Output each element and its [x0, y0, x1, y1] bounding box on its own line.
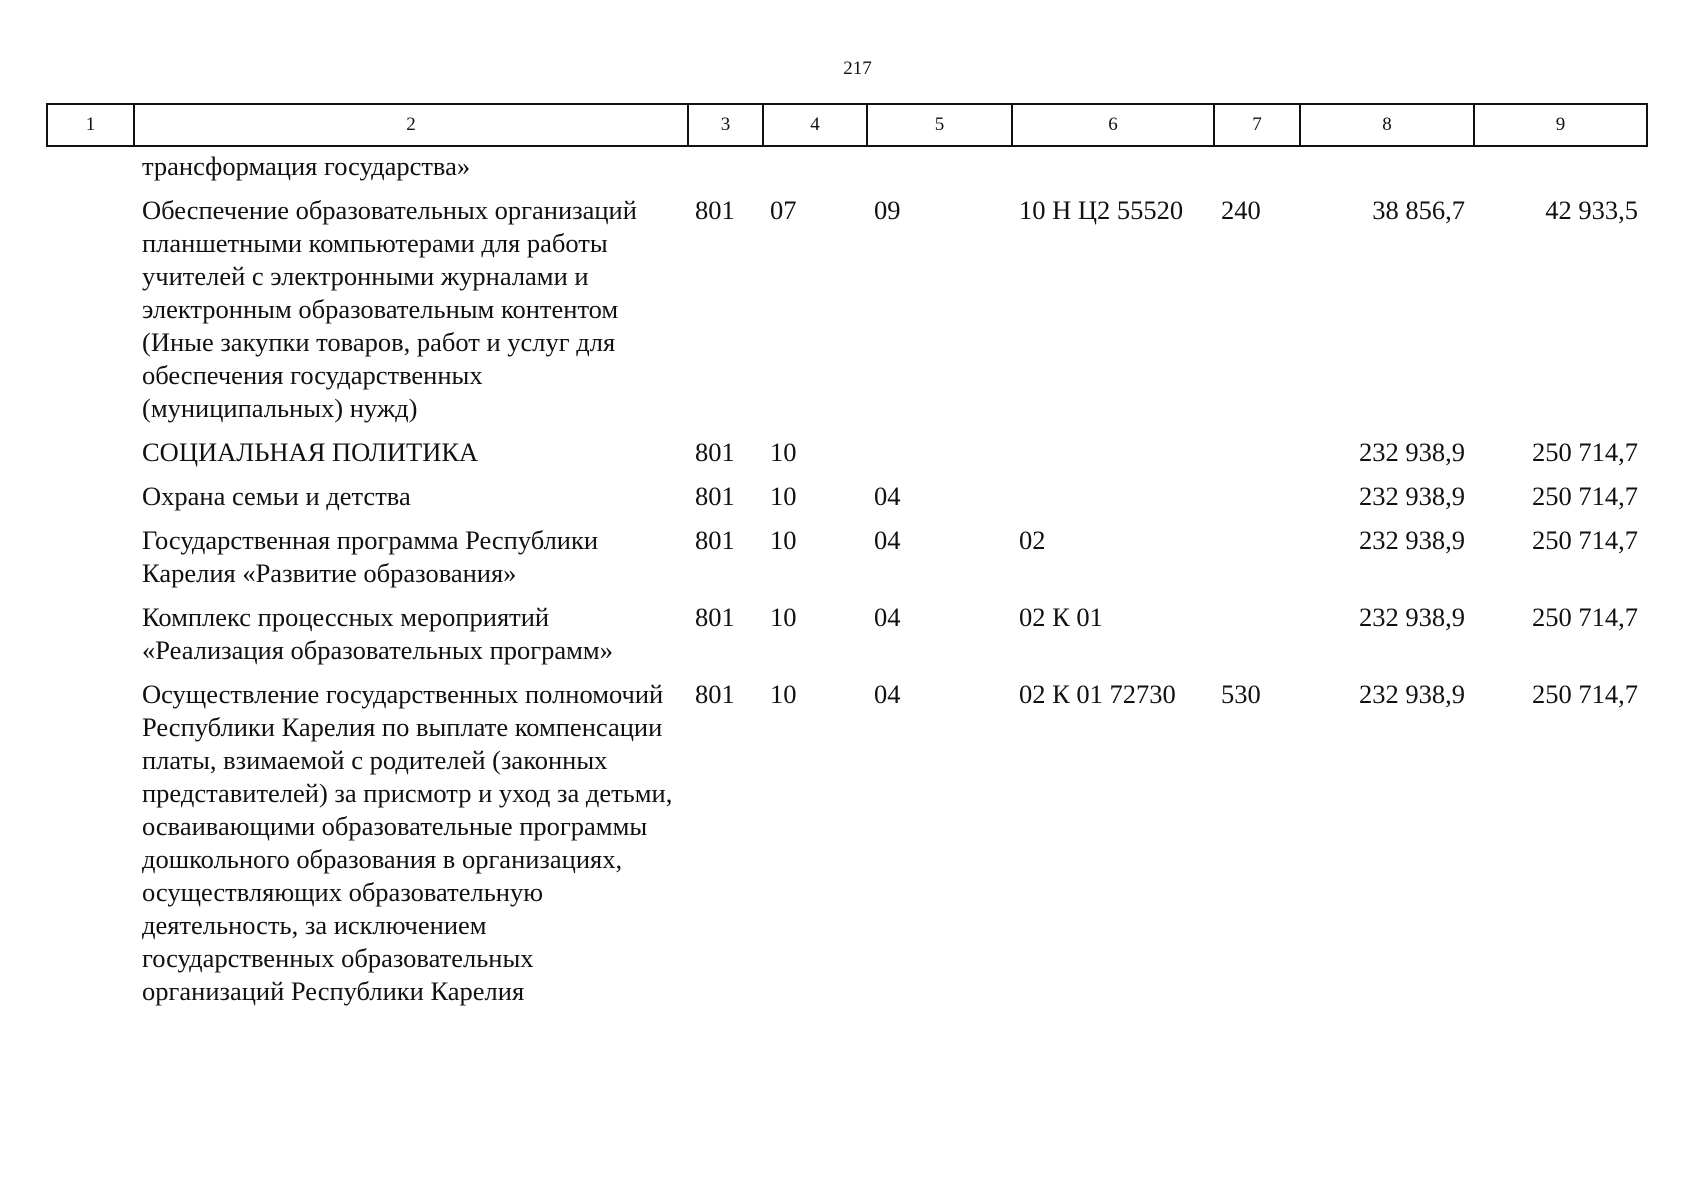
row-empty-cell — [46, 146, 133, 190]
row-csr: 02 К 01 72730 — [1019, 679, 1176, 709]
header-cell-7: 7 — [1214, 104, 1300, 146]
row-rz: 10 — [770, 679, 797, 709]
header-cell-4: 4 — [763, 104, 867, 146]
row-pr: 09 — [874, 195, 901, 225]
row-pr: 04 — [874, 602, 901, 632]
row-pr: 04 — [874, 525, 901, 555]
table-row — [46, 597, 1646, 674]
row-sum-2: 250 714,7 — [1532, 525, 1638, 555]
row-sum-1: 232 938,9 — [1359, 481, 1465, 511]
row-name: Государственная программа Республики Карелия «Развитие образования» — [142, 525, 599, 588]
row-name: СОЦИАЛЬНАЯ ПОЛИТИКА — [142, 437, 479, 467]
row-csr: 10 Н Ц2 55520 — [1019, 195, 1184, 225]
row-csr: 02 К 01 — [1019, 602, 1103, 632]
row-vr — [1213, 597, 1299, 674]
row-empty-cell — [46, 432, 133, 476]
header-cell-2: 2 — [134, 104, 688, 146]
table-row — [46, 476, 1646, 520]
header-cell-3: 3 — [688, 104, 763, 146]
row-rz — [762, 146, 866, 190]
row-sum-2: 250 714,7 — [1532, 437, 1638, 467]
row-name: Обеспечение образовательных организаций планшетными компьютерами для работы учителей с электронными журналами и электронным образовательным контентом (Иные закупки товаров, работ и услуг для обеспечения государственных (муниципальных) нужд) — [142, 195, 637, 423]
row-rz: 10 — [770, 481, 797, 511]
row-sum-2: 250 714,7 — [1532, 679, 1638, 709]
row-sum-2: 250 714,7 — [1532, 481, 1638, 511]
row-sum-1: 38 856,7 — [1372, 195, 1465, 225]
header-cell-8: 8 — [1300, 104, 1474, 146]
row-vr — [1213, 520, 1299, 597]
row-empty-cell — [46, 597, 133, 674]
row-csr — [1011, 432, 1213, 476]
row-sum-1: 232 938,9 — [1359, 525, 1465, 555]
row-vr — [1213, 432, 1299, 476]
table-row — [46, 674, 1646, 1015]
row-sum-2 — [1473, 146, 1646, 190]
header-row — [47, 104, 1647, 146]
page-number: 217 — [843, 58, 872, 79]
row-empty-cell — [46, 520, 133, 597]
table-row — [46, 432, 1646, 476]
row-name: Комплекс процессных мероприятий «Реализация образовательных программ» — [142, 602, 613, 665]
row-rz: 07 — [770, 195, 797, 225]
row-vr — [1213, 146, 1299, 190]
header-cell-5: 5 — [867, 104, 1012, 146]
row-name: Осуществление государственных полномочий Республики Карелия по выплате компенсации платы, взимаемой с родителей (законных представителей) за присмотр и уход за детьми, осваивающими образовательные программы дошкольного образования в организациях, осуществляющих образовательную деятельность, за исключением государственных образовательных организаций Республики Карелия — [142, 679, 673, 1006]
row-sum-1: 232 938,9 — [1359, 437, 1465, 467]
row-empty-cell — [46, 674, 133, 1015]
row-sum-2: 42 933,5 — [1545, 195, 1638, 225]
header-cell-9: 9 — [1474, 104, 1647, 146]
row-gr: 801 — [695, 437, 735, 467]
row-pr: 04 — [874, 679, 901, 709]
row-pr — [866, 432, 1011, 476]
row-csr: 02 — [1019, 525, 1046, 555]
row-csr — [1011, 146, 1213, 190]
header-cell-6: 6 — [1012, 104, 1214, 146]
row-gr: 801 — [695, 602, 735, 632]
row-csr — [1011, 476, 1213, 520]
row-vr — [1213, 476, 1299, 520]
budget-table — [46, 146, 1646, 1015]
row-empty-cell — [46, 476, 133, 520]
row-gr: 801 — [695, 679, 735, 709]
row-rz: 10 — [770, 437, 797, 467]
row-vr: 530 — [1221, 679, 1261, 709]
table-row — [46, 190, 1646, 432]
row-pr — [866, 146, 1011, 190]
row-sum-1: 232 938,9 — [1359, 602, 1465, 632]
row-gr — [687, 146, 762, 190]
row-name: трансформация государства» — [142, 151, 471, 181]
table-row — [46, 146, 1646, 190]
row-pr: 04 — [874, 481, 901, 511]
table-row — [46, 520, 1646, 597]
row-vr: 240 — [1221, 195, 1261, 225]
row-rz: 10 — [770, 602, 797, 632]
row-name: Охрана семьи и детства — [142, 481, 411, 511]
row-sum-1 — [1299, 146, 1473, 190]
row-sum-1: 232 938,9 — [1359, 679, 1465, 709]
row-empty-cell — [46, 190, 133, 432]
row-gr: 801 — [695, 525, 735, 555]
row-gr: 801 — [695, 195, 735, 225]
row-rz: 10 — [770, 525, 797, 555]
row-gr: 801 — [695, 481, 735, 511]
column-number-header — [46, 103, 1648, 147]
row-sum-2: 250 714,7 — [1532, 602, 1638, 632]
header-cell-1: 1 — [47, 104, 134, 146]
